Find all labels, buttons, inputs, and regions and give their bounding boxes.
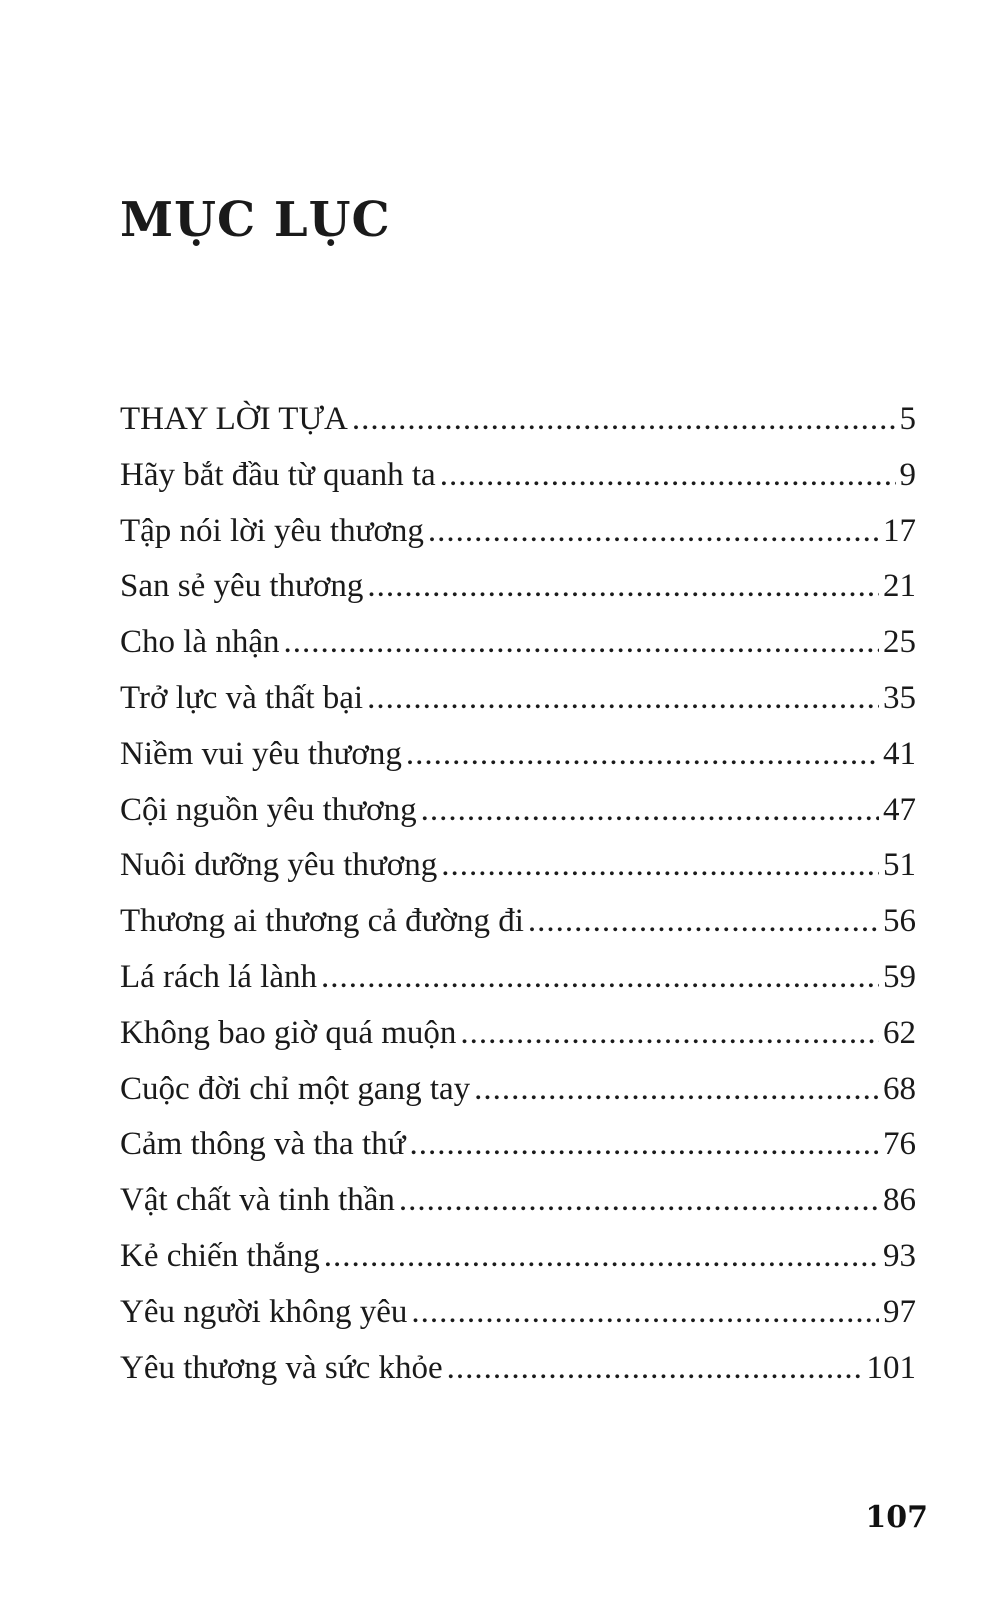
toc-entry[interactable] — [120, 1173, 916, 1229]
page-title: MỤC LỤC — [120, 192, 391, 248]
toc-entry-page: 51 — [883, 847, 916, 884]
toc-entry[interactable] — [120, 559, 916, 615]
toc-entry[interactable] — [120, 1117, 916, 1173]
toc-entry[interactable] — [120, 615, 916, 671]
toc-dot-leader — [324, 1229, 879, 1285]
toc-entry-title: Không bao giờ quá muộn — [120, 1014, 457, 1051]
toc-dot-leader — [367, 671, 879, 727]
toc-entry-page: 59 — [883, 958, 916, 995]
toc-dot-leader — [410, 1117, 879, 1173]
toc-entry-title: Tập nói lời yêu thương — [120, 512, 424, 549]
page-number: 107 — [865, 1500, 928, 1535]
toc-entry[interactable] — [120, 838, 916, 894]
toc-dot-leader — [399, 1173, 879, 1229]
toc-entry-title: Hãy bắt đầu từ quanh ta — [120, 456, 436, 493]
toc-dot-leader — [474, 1062, 879, 1118]
toc-entry-title: San sẻ yêu thương — [120, 568, 364, 605]
toc-dot-leader — [367, 559, 879, 615]
toc-entry-title: Lá rách lá lành — [120, 958, 317, 995]
toc-entry[interactable] — [120, 783, 916, 839]
toc-entry-page: 17 — [883, 512, 916, 549]
toc-entry-title: Kẻ chiến thắng — [120, 1237, 320, 1274]
toc-entry-title: Thương ai thương cả đường đi — [120, 903, 524, 940]
toc-entry-page: 47 — [883, 791, 916, 828]
toc-entry-page: 9 — [899, 456, 916, 493]
toc-entry-page: 56 — [883, 903, 916, 940]
toc-entry[interactable] — [120, 1229, 916, 1285]
toc-entry[interactable] — [120, 1341, 916, 1397]
toc-entry-page: 76 — [883, 1126, 916, 1163]
toc-entry[interactable] — [120, 950, 916, 1006]
toc-entry-title: Cuộc đời chỉ một gang tay — [120, 1070, 471, 1107]
toc-entry-title: Cảm thông và tha thứ — [120, 1126, 406, 1163]
toc-entry[interactable] — [120, 1062, 916, 1118]
toc-entry-title: Niềm vui yêu thương — [120, 735, 402, 772]
toc-dot-leader — [421, 783, 879, 839]
toc-entry-page: 35 — [883, 679, 916, 716]
toc-entry[interactable] — [120, 727, 916, 783]
toc-entry-title: Trở lực và thất bại — [120, 679, 364, 716]
toc-entry-page: 62 — [883, 1014, 916, 1051]
toc-dot-leader — [441, 838, 879, 894]
toc-dot-leader — [447, 1341, 863, 1397]
toc-dot-leader — [411, 1285, 879, 1341]
toc-entry[interactable] — [120, 392, 916, 448]
toc-entry-page: 5 — [899, 401, 916, 437]
toc-dot-leader — [428, 504, 879, 560]
toc-entry-page: 41 — [883, 735, 916, 772]
toc-entry-title: Yêu thương và sức khỏe — [120, 1349, 443, 1386]
toc-entry-page: 25 — [883, 624, 916, 661]
toc-entry-page: 68 — [883, 1070, 916, 1107]
toc-entry[interactable] — [120, 671, 916, 727]
toc-dot-leader — [283, 615, 879, 671]
toc-entry-page: 93 — [883, 1237, 916, 1274]
toc-dot-leader — [440, 448, 896, 504]
toc-entry-page: 101 — [866, 1349, 916, 1386]
toc-entry[interactable] — [120, 1006, 916, 1062]
toc-entry[interactable] — [120, 1285, 916, 1341]
toc-dot-leader — [406, 727, 879, 783]
toc-entry-title: Yêu người không yêu — [120, 1293, 408, 1330]
toc-entry-title: Cho là nhận — [120, 624, 280, 661]
toc-dot-leader — [321, 950, 879, 1006]
toc-dot-leader — [352, 392, 896, 448]
toc-entry-page: 97 — [883, 1293, 916, 1330]
toc-dot-leader — [528, 894, 879, 950]
toc-entry-title: THAY LỜI TỰA — [120, 401, 348, 437]
table-of-contents — [120, 392, 916, 1396]
toc-entry-title: Cội nguồn yêu thương — [120, 791, 417, 828]
toc-entry-title: Nuôi dưỡng yêu thương — [120, 847, 438, 884]
toc-entry-page: 21 — [883, 568, 916, 605]
toc-dot-leader — [460, 1006, 879, 1062]
toc-entry-title: Vật chất và tinh thần — [120, 1182, 395, 1219]
toc-entry[interactable] — [120, 894, 916, 950]
toc-entry-page: 86 — [883, 1182, 916, 1219]
toc-entry[interactable] — [120, 504, 916, 560]
toc-entry[interactable] — [120, 448, 916, 504]
